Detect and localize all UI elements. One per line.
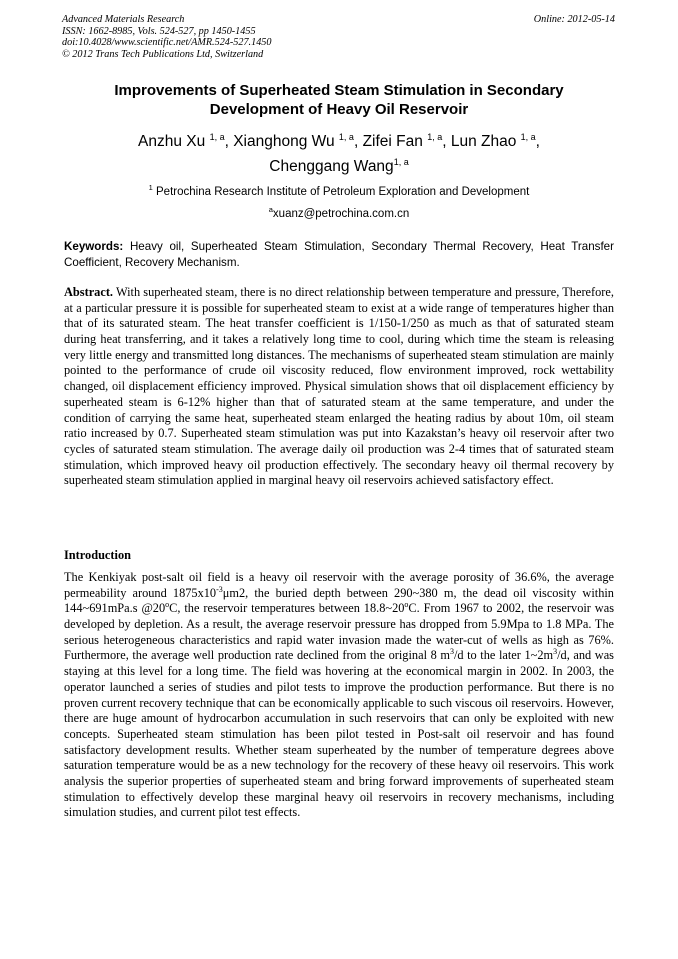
author-affil-sup: 1, a [393, 157, 409, 167]
author-line-1 [70, 129, 608, 154]
intro-sup-5: 3 [553, 647, 558, 657]
affiliation-text: Petrochina Research Institute of Petroleum Exploration and Development [156, 186, 530, 198]
online-date: Online: 2012-05-14 [533, 14, 615, 25]
keywords-label: Keywords: [64, 240, 124, 253]
email-line [62, 203, 616, 225]
abstract-label: Abstract. [64, 285, 114, 299]
intro-text-5: /d to the later 1~2m [453, 648, 554, 663]
intro-text-1: The Kenkiyak post-salt oil field is a heavy oil reservoir with the average porosity of 36.6%, the average permeability around 1875x10 [64, 570, 614, 600]
keywords-paragraph [64, 239, 614, 270]
intro-sup-3: o [404, 600, 409, 610]
abstract-paragraph [64, 285, 614, 489]
intro-sup-1: -3 [216, 584, 223, 594]
introduction-paragraph [64, 570, 614, 821]
title-line-1: Improvements of Superheated Steam Stimulation in Secondary [114, 82, 564, 99]
journal-name: Advanced Materials Research [62, 14, 185, 25]
author-list [70, 129, 608, 179]
copyright-line: © 2012 Trans Tech Publications Ltd, Switzerland [62, 48, 264, 60]
issn-line: ISSN: 1662-8985, Vols. 524-527, pp 1450-1455 [62, 25, 256, 37]
doi-line: doi:10.4028/www.scientific.net/AMR.524-527.1450 [62, 37, 272, 49]
author-name: Chenggang Wang [269, 158, 394, 175]
author-name: Zifei Fan [362, 133, 423, 150]
author-name: Xianghong Wu [233, 133, 335, 150]
keywords-text: Heavy oil, Superheated Steam Stimulation, Secondary Thermal Recovery, Heat Transfer Coefficient, Recovery Mechanism. [64, 240, 614, 269]
affiliation-block [62, 181, 616, 225]
author-separator: , [353, 133, 363, 150]
intro-text-4: C. From 1967 to 2002, the reservoir was developed by depletion. As a result, the average reservoir pressure has dropped from 5.9Mpa to 1.8 MPa. The serious heterogeneous characteristics and rapid water invasion made the water-cut of wells as high as 76%. Furthermore, the average well production rate declined from the original 8 m [64, 601, 615, 663]
email-sup: a [268, 205, 273, 214]
affiliation-sup: 1 [148, 183, 153, 192]
intro-sup-2: o [165, 600, 170, 610]
author-name: Lun Zhao [450, 133, 517, 150]
section-heading-introduction: Introduction [64, 548, 131, 562]
affiliation-line [62, 181, 616, 203]
author-separator: , [535, 133, 540, 150]
journal-header [62, 14, 271, 60]
author-email: xuanz@petrochina.com.cn [272, 208, 410, 220]
intro-text-6: /d, and was staying at this level for a long time. The field was hovering at the economical margin in 2002. In 2003, the operator launched a series of studies and pilot tests to improve the production performance. But there is no proven current recovery technique that can be economically applicable to such viscous oil reservoirs. However, there are huge amount of hydrocarbon accumulation in such reservoirs that can only be exploited with new concepts. Superheated steam stimulation has been pilot tested in Post-salt oil reservoir and has found satisfactory development results. Whether steam superheated by the number of temperature degrees above saturation temperature would be as a new technology for the recovery of these heavy oil reservoirs. This work analysis the superior properties of superheated steam and bring forward improvements of superheated steam stimulation to effectively develop these marginal heavy oil reservoirs in recovery mechanisms, including simulation studies, and current pilot test effects. [64, 648, 614, 820]
author-line-2 [70, 154, 608, 179]
intro-text-3: C, the reservoir temperatures between 18.8~20 [169, 601, 405, 616]
abstract-text: With superheated steam, there is no direct relationship between temperature and pressure, Therefore, at a particular pressure it is possible for superheated steam to exist at a wide range of temperatures higher than that of its saturated steam. The heat transfer coefficient is 1/150-1/250 as much as that of saturated steam during heat transferring, and it takes a relatively long time to cool, during which time the steam is releasing very little energy and transmitted long distances. The mechanisms of superheated steam stimulation are mainly pointed to the performance of crude oil viscosity reduced, flow environment improved, rock wettability changed, oil displacement efficiency improved. Physical simulation shows that oil displacement efficiency by superheated steam is 6-12% higher than that of saturated steam at the same temperature, and under the condition of carrying the same heat, superheated steam enlarged the heating radius by about 10m, oil steam ratio increased by 0.7. Superheated steam stimulation was put into Kazakstan’s heavy oil reservoir after two cycles of saturated steam stimulation. The average daily oil production was 2-4 times that of saturated steam stimulation, which improved heavy oil production effectively. The secondary heavy oil thermal recovery by superheated steam stimulation applied in marginal heavy oil reservoirs achieved satisfactory effect. [64, 285, 614, 488]
author-separator: , [224, 133, 234, 150]
author-affil-sup: 1, a [209, 132, 225, 142]
author-affil-sup: 1, a [338, 132, 354, 142]
author-separator: , [442, 133, 451, 150]
paper-title [70, 81, 608, 119]
author-affil-sup: 1, a [427, 132, 443, 142]
intro-sup-4: 3 [449, 647, 454, 657]
title-line-2: Development of Heavy Oil Reservoir [209, 101, 469, 118]
intro-text-2: μm2, the buried depth between 290~380 m, the dead oil viscosity within 144~691mPa.s @20 [64, 585, 614, 616]
author-affil-sup: 1, a [520, 132, 536, 142]
author-name: Anzhu Xu [138, 133, 206, 150]
